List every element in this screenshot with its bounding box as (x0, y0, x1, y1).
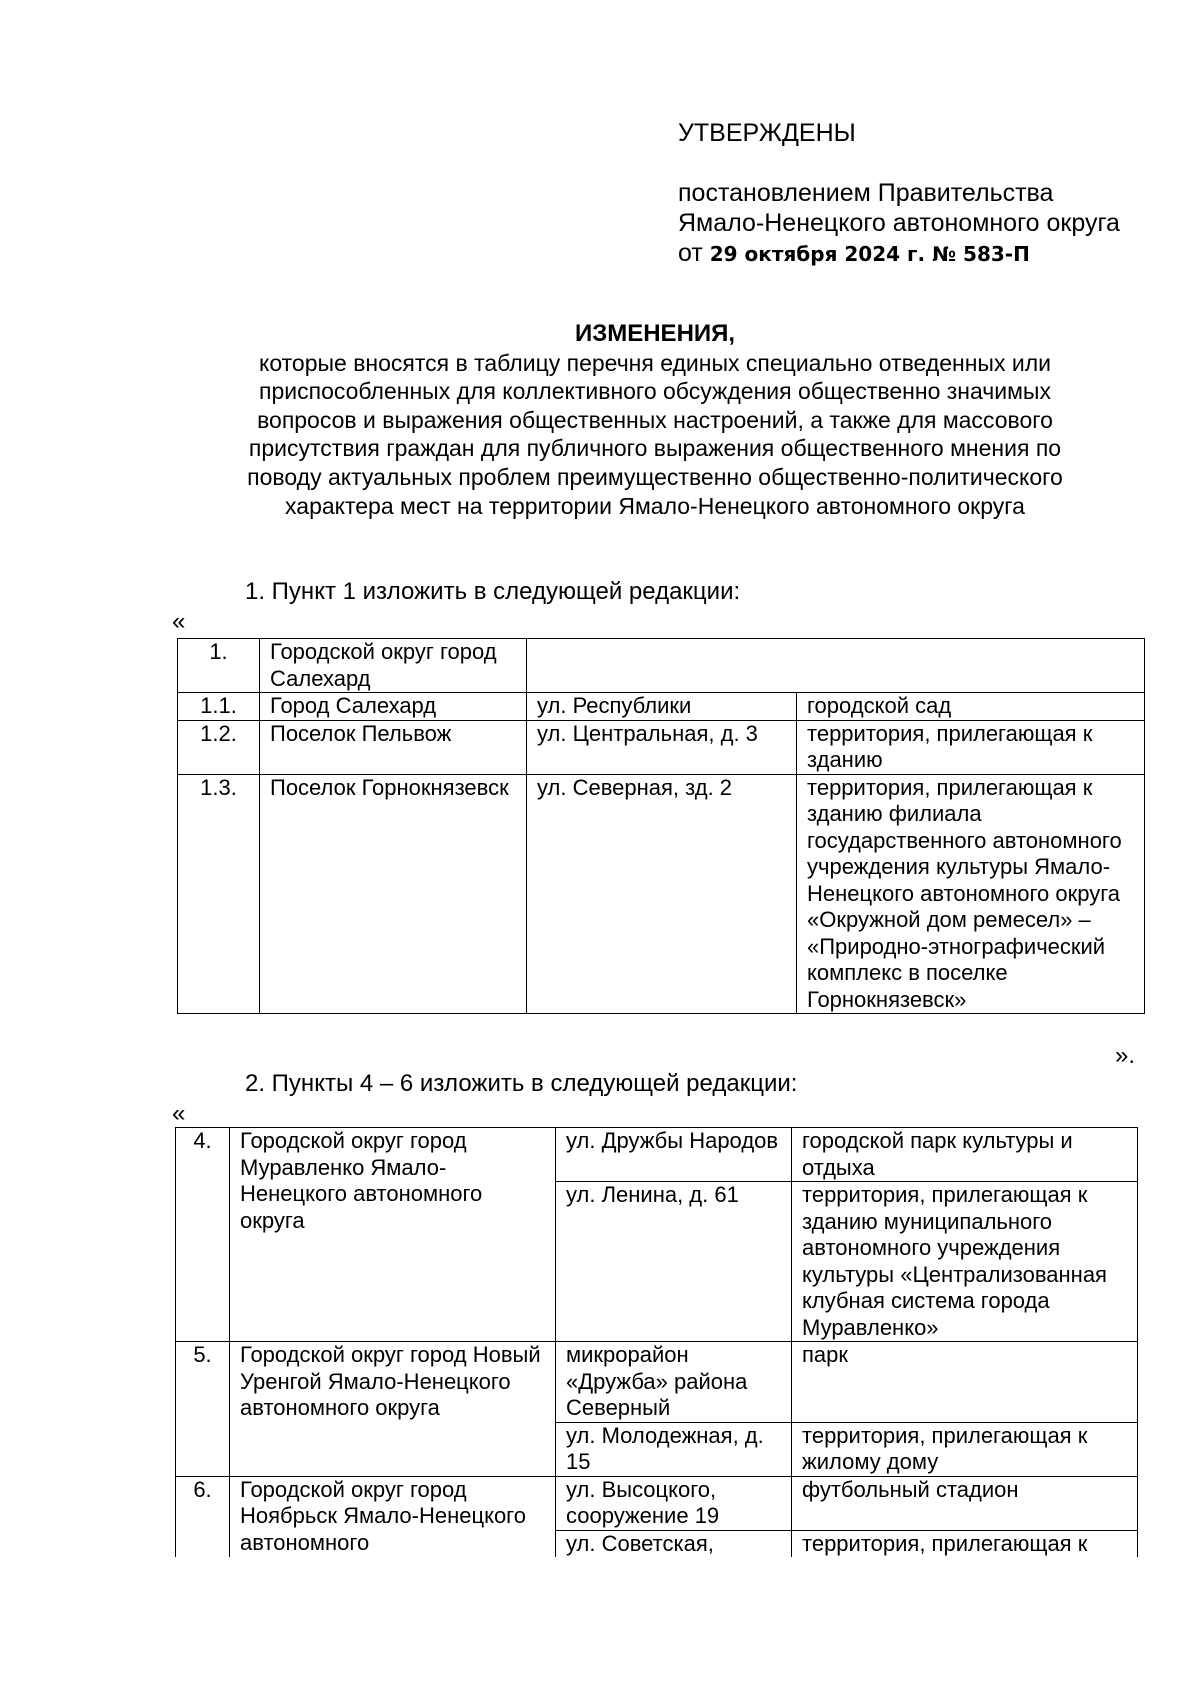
row-object: парк (792, 1342, 1138, 1423)
row-number: 4. (176, 1128, 230, 1342)
date-prefix: от (678, 239, 703, 267)
date-number: 29 октября 2024 г. № 583-П (709, 242, 1030, 266)
title-line-3: вопросов и выражения общественных настроений, а также для массового (257, 406, 1053, 433)
row-number: 6. (176, 1476, 230, 1557)
table-row (178, 639, 1145, 693)
row-place: Поселок Пельвож (260, 720, 527, 774)
row-object: территория, прилегающая к (792, 1530, 1138, 1557)
table-row (176, 1476, 1138, 1530)
title-heading: ИЗМЕНЕНИЯ, (574, 320, 736, 347)
row-number: 1.2. (178, 720, 260, 774)
row-place: Город Салехард (260, 693, 527, 721)
section1-close-quote: ». (1115, 1042, 1136, 1069)
row-address: ул. Северная, зд. 2 (527, 774, 797, 1014)
section1-instruction: 1. Пункт 1 изложить в следующей редакции: (245, 578, 741, 605)
row-object: территория, прилегающая к зданию филиала государственного автономного учреждения культуры Ямало-Ненецкого автономного округа «Окружной дом ремесел» – «Природно-этнографический комплекс в поселке Горнокнязевск» (797, 774, 1145, 1014)
title-line-1: которые вносятся в таблицу перечня единых специально отведенных или (259, 349, 1051, 376)
row-address: ул. Молодежная, д. 15 (556, 1422, 792, 1476)
decree-date (678, 238, 1120, 269)
decree-line-2: Ямало-Ненецкого автономного округа (678, 209, 1120, 237)
row-number: 1.1. (178, 693, 260, 721)
approval-block (678, 118, 1120, 269)
row-address: микрорайон «Дружба» района Северный (556, 1342, 792, 1423)
row-object: городской парк культуры и отдыха (792, 1128, 1138, 1182)
table-row (178, 693, 1145, 721)
title-line-2: приспособленных для коллективного обсуждения общественно значимых (259, 378, 1051, 405)
row-object: городской сад (797, 693, 1145, 721)
approved-label: УТВЕРЖДЕНЫ (678, 119, 856, 147)
section2-instruction: 2. Пункты 4 – 6 изложить в следующей редакции: (245, 1070, 798, 1097)
row-object: футбольный стадион (792, 1476, 1138, 1530)
row-address: ул. Советская, (556, 1530, 792, 1557)
title-line-4: присутствия граждан для публичного выражения общественного мнения по (248, 435, 1062, 462)
row-number: 1. (178, 639, 260, 693)
row-empty-cell (527, 639, 1145, 693)
table-row (176, 1342, 1138, 1423)
row-object: территория, прилегающая к зданию муниципального автономного учреждения культуры «Централизованная клубная система города Муравленко» (792, 1182, 1138, 1342)
row-place: Городской округ город Салехард (260, 639, 527, 693)
section1-open-quote: « (172, 608, 186, 635)
document-title (180, 320, 1130, 520)
row-place: Поселок Горнокнязевск (260, 774, 527, 1014)
title-line-6: характера мест на территории Ямало-Ненецкого автономного округа (285, 492, 1025, 519)
row-place: Городской округ город Новый Уренгой Ямало-Ненецкого автономного округа (230, 1342, 556, 1477)
section1-table (177, 638, 1145, 1014)
row-address: ул. Ленина, д. 61 (556, 1182, 792, 1342)
table-row (178, 774, 1145, 1014)
row-object: территория, прилегающая к зданию (797, 720, 1145, 774)
row-address: ул. Центральная, д. 3 (527, 720, 797, 774)
row-place: Городской округ город Ноябрьск Ямало-Ненецкого автономного (230, 1476, 556, 1557)
title-line-5: поводу актуальных проблем преимущественно общественно-политического (247, 463, 1063, 490)
row-address: ул. Республики (527, 693, 797, 721)
row-address: ул. Высоцкого, сооружение 19 (556, 1476, 792, 1530)
row-object: территория, прилегающая к жилому дому (792, 1422, 1138, 1476)
row-number: 1.3. (178, 774, 260, 1014)
row-number: 5. (176, 1342, 230, 1477)
table-row (176, 1128, 1138, 1182)
decree-line-1: постановлением Правительства (678, 179, 1054, 207)
table-row (178, 720, 1145, 774)
row-address: ул. Дружбы Народов (556, 1128, 792, 1182)
section2-open-quote: « (172, 1100, 186, 1127)
row-place: Городской округ город Муравленко Ямало-Ненецкого автономного округа (230, 1128, 556, 1342)
section2-table (175, 1127, 1138, 1557)
